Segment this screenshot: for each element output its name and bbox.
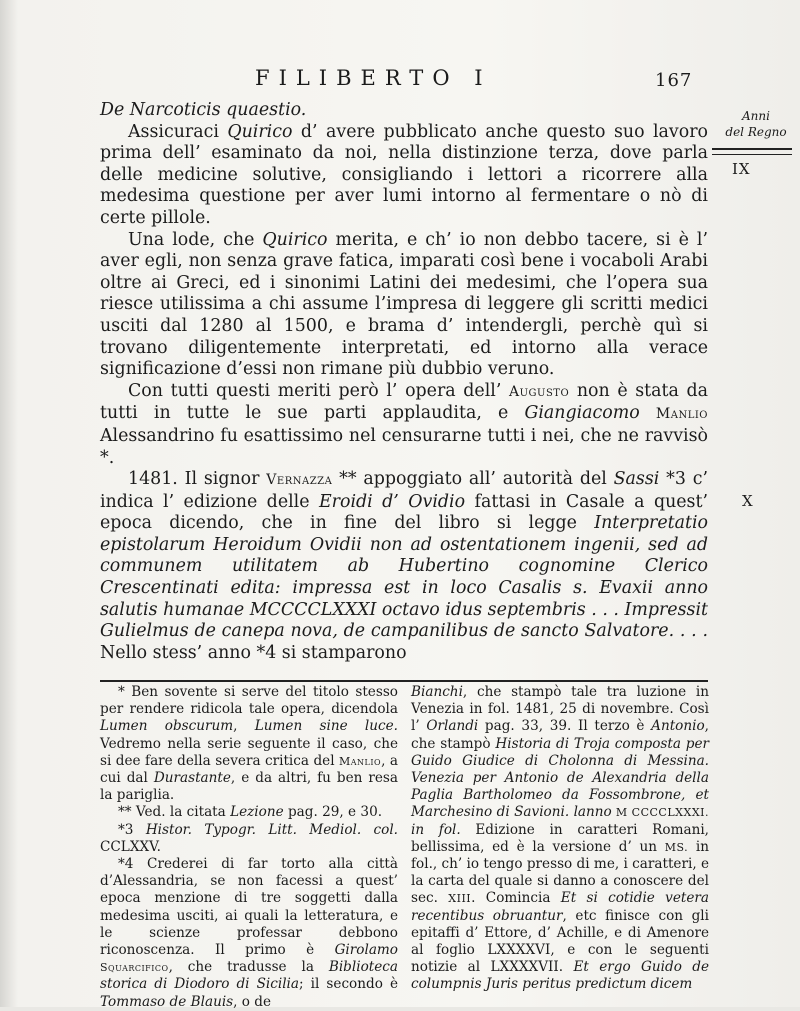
margin-anni-label: Anni [742,109,770,123]
footnote-2 [100,804,398,821]
footnote-4-continued [411,684,709,994]
name-vernazza: Vernazza [266,472,333,489]
footnote-rule [100,680,708,682]
name-bianchi: Bianchi [411,684,463,700]
incipit-et-si: Et si cotidie vetera recentibus obruantur [411,890,709,924]
name-manlio: Manlio [339,754,382,768]
text-run: ; il secondo è [299,976,398,993]
footnote-1 [100,684,398,804]
text-run: non è stata da tutti in tutte le sue parti applaudita, e [100,380,709,424]
year-mcccclxxxi: M CCCCLXXXI. [611,806,709,820]
section-heading: De Narcoticis quaestio. [100,100,307,120]
paragraph-augusto [100,381,708,469]
text-run: Con tutti questi meriti però l’ opera dell’ [128,380,509,401]
text-run: , e da altri, fu ben resa la pariglia. [100,770,399,804]
format-in-fol: in fol. [411,821,461,838]
title-eroidi: Eroidi d’ Ovidio [318,491,466,512]
text-run: . Comincia [471,890,561,907]
name-quirico: Quirico [227,121,293,142]
page-number: 167 [655,70,693,91]
text-run: Edizione in caratteri Romani, bellissima, ed è la versione d’ un [411,821,710,855]
text-run: fattasi in Casale a quest’ epoca dicendo, che in fine del libro si legge [100,491,709,534]
text-run: Assicuraci [128,121,228,142]
text-run: Vedremo nella serie seguente il caso, che si dee fare della severa critica del [100,735,398,769]
margin-year-ix: IX [732,160,751,178]
text-run: , o de [233,993,272,1010]
title-historia-di-troja: Historia di Troja composta per Guido Giudice di Cholonna di Messina. Venezia per Antonio de Alexandria della Paglia Bartholomeo da Fossombrone, et Marchesino di Savioni. lanno [411,735,709,821]
footnotes-left-column [100,684,398,1011]
text-run: , che stampò [411,718,709,752]
text-run: Alessandrino fu esattissimo nel censurarne tutti i nei, che ne ravvisò *. [100,425,708,468]
name-giangiacomo: Giangiacomo [524,403,640,424]
paragraph-quirico-1 [100,122,708,230]
name-sassi: Sassi [613,469,660,490]
text-run: ** Ved. la citata [118,804,231,821]
margin-regno-label: del Regno [725,125,787,139]
text-run: in fol., ch’ io tengo presso di me, i caratteri, e la carta del quale si danno a conoscere del sec. [411,838,710,907]
name-orlandi: Orlandi [426,718,479,735]
name-augusto: Augusto [509,383,570,400]
running-head-title: FILIBERTO I [255,66,492,90]
text-run: , etc finisce con gli epitaffi d’ Ettore, d’ Achille, e di Amenore al foglio LXXXXVI, e con le seguenti notizie al LXXXXVII. [411,907,709,976]
text-run: *3 [118,821,146,838]
text-run: pag. 33, 39. Il terzo è [478,718,652,735]
text-run: , [233,718,255,735]
text-run: , a cui dal [100,752,398,787]
name-durastante: Durastante [153,770,231,787]
latin-quotation: Interpretatio epistolarum Heroidum Ovidii non ad ostentationem ingenii, sed ad communem utilitatem ab Hubertino cognomine Clerico Crescentinati edita: impressa est in loco Casalis s. Evaxii anno salutis humanae MCCCCLXXXI octavo idus septembris . . . Impressit Gulielmus de canepa nova, de campanilibus de sancto Salvatore. . . . [100,513,708,642]
text-run: *3 c’ indica l’ edizione delle [100,469,708,512]
text-run: Nello stess’ anno *4 si stamparono [100,642,407,663]
abbrev-ms: MS. [664,840,689,854]
latin-et-ergo-guido: Et ergo Guido de columpnis Juris peritus predictum dicem [411,959,709,993]
footnotes-right-column [411,684,709,994]
name-girolamo: Girolamo [334,942,398,959]
name-tommaso: Tommaso de Blauis [100,993,234,1010]
text-run: , che stampò tale tra luzione in Venezia in fol. 1481, 25 di novembre. Così l’ [411,684,709,735]
name-manlio: Manlio [655,406,708,423]
name-squarcifico: Squarcifico [100,961,169,975]
margin-anni-del-regno [718,108,794,140]
title-lumen-obscurum: Lumen obscurum [100,718,234,735]
title-histor-typogr: Histor. Typogr. Litt. Mediol. col. [145,821,398,838]
text-run: Una lode, che [128,229,263,250]
text-run: *4 Crederei di far torto alla città d’Alessandria, se non facessi a quest’ epoca menzione di tre soggetti dalla medesima usciti, ai quali la letteratura, e le scienze professar debbono riconoscenza. Il primo è [100,856,398,959]
paragraph-quirico-2 [100,230,708,381]
paragraph-1481 [100,469,708,664]
text-run: , che tradusse la [168,959,329,976]
footnote-4 [100,856,398,1011]
title-lezione: Lezione [230,804,284,821]
footnote-3 [100,822,398,856]
text-run: CCLXXV. [100,838,161,855]
century-xiii: XIII [448,892,472,906]
margin-year-x: X [742,492,754,510]
main-text [100,100,708,664]
text-run: 1481. Il signor [128,469,267,490]
name-quirico: Quirico [262,229,328,250]
title-lumen-sine-luce: Lumen sine luce. [254,718,398,735]
name-antonio: Antonio [651,718,705,735]
text-run [640,403,656,423]
title-biblioteca-storica: Biblioteca storica di Diodoro di Sicilia [100,959,398,993]
margin-rule [712,148,792,155]
text-run: merita, e ch’ io non debbo tacere, si è l’ aver egli, non senza grave fatica, imparati così bene i vocaboli Arabi oltre ai Greci, ed i sinonimi Latini dei medesimi, che l’opera sua riesce utilissima a chi assume l’impresa di leggere gli scritti medici usciti dal 1280 al 1500, e brama d’ intendergli, perchè quì si trovano diligentemente interpretati, ed intorno alla verace significazione d’essi non rimane più dubbio veruno. [100,229,708,380]
text-run: ** appoggiato all’ autorità del [332,469,614,490]
text-run: pag. 29, e 30. [283,804,383,821]
text-run: * Ben sovente si serve del titolo stesso per rendere ridicola tale opera, dicendola [100,684,398,718]
text-run: d’ avere pubblicato anche questo suo lavoro prima dell’ esaminato da noi, nella distinzione terza, dove parla delle medicine solutive, consigliando i lettori a ricorrere alla medesima questione per aver lumi intorno al fermentare o nò di certe pillole. [100,121,708,228]
